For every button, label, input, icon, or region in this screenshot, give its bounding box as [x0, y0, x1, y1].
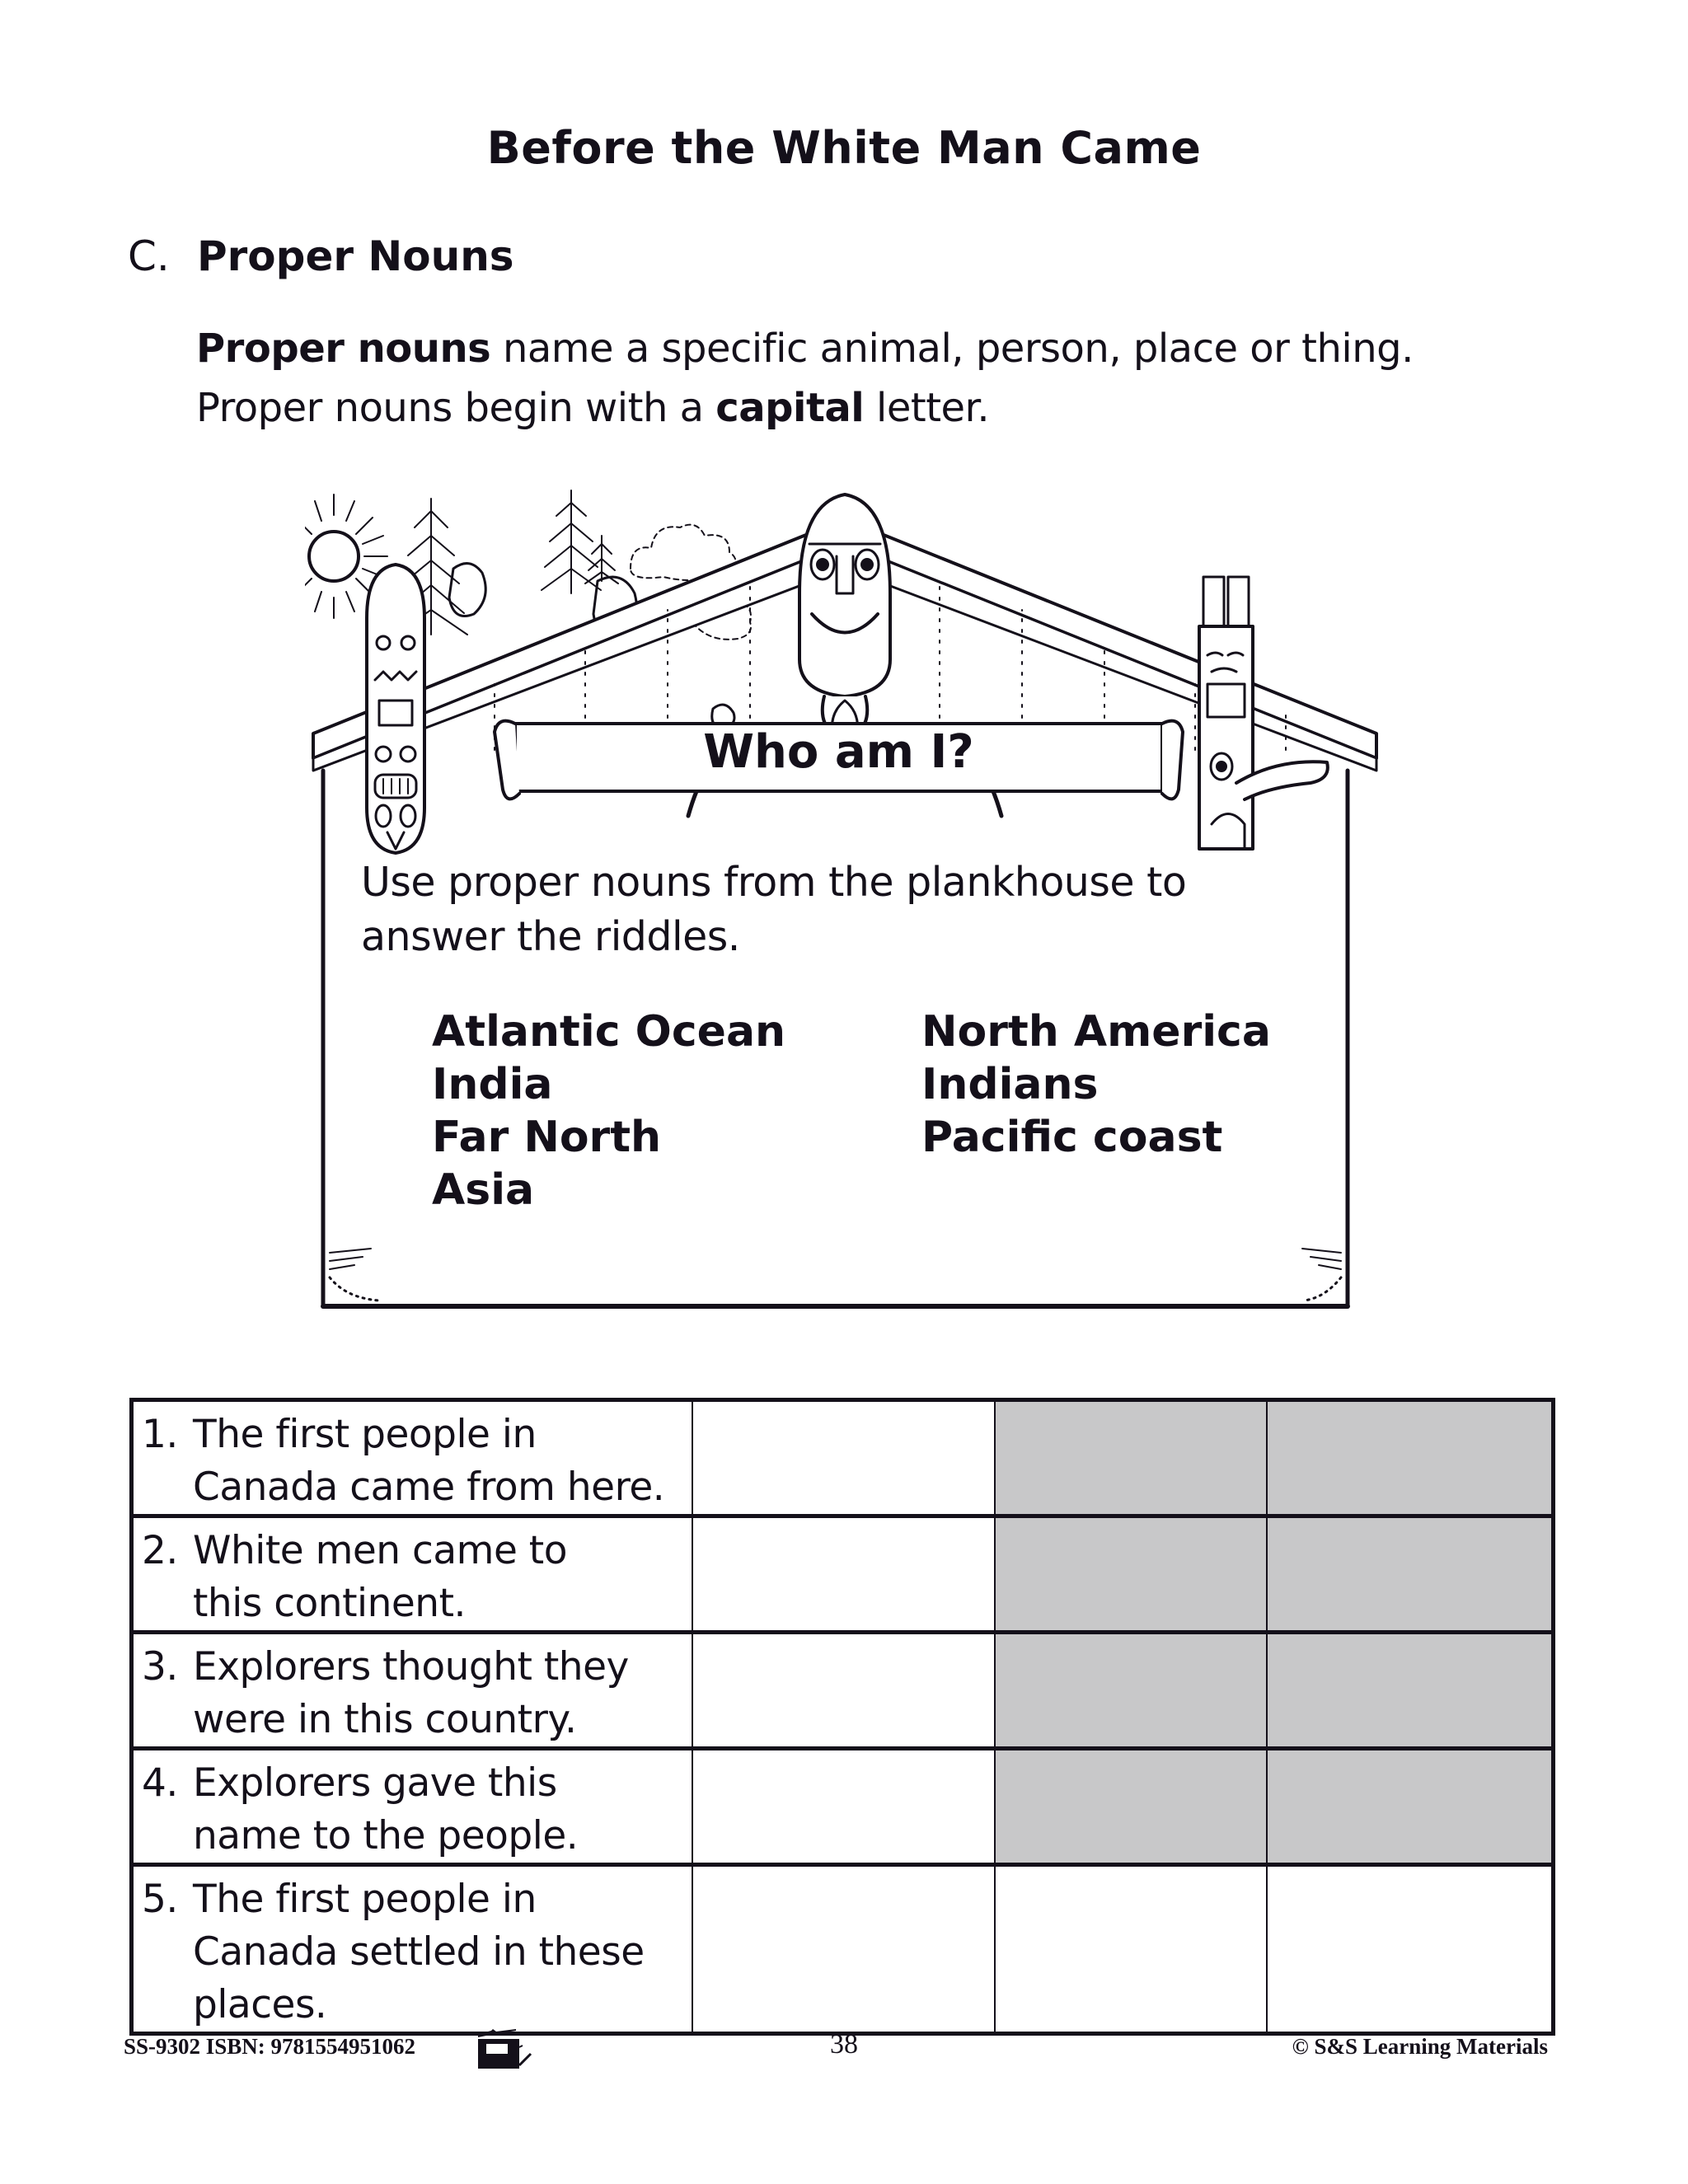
riddle-number: 5. [142, 1877, 178, 1922]
shaded-cell [995, 1516, 1267, 1633]
word-bank-item: India [432, 1060, 553, 1109]
shaded-cell [1267, 1633, 1554, 1749]
riddle-question [132, 1400, 692, 1516]
riddle-text: Canada settled in these [193, 1929, 645, 1975]
section-title: Proper Nouns [197, 232, 514, 280]
definition-text: name a specific animal, person, place or thing. [490, 326, 1414, 372]
word-bank-item: Indians [921, 1060, 1099, 1109]
riddle-text: White men came to [193, 1528, 567, 1573]
rock-icon [449, 564, 485, 616]
table-row [132, 1516, 1554, 1633]
riddle-text: The first people in [193, 1877, 537, 1922]
riddle-text: Canada came from here. [193, 1465, 665, 1510]
table-row [132, 1865, 1554, 2034]
shaded-cell [1267, 1516, 1554, 1633]
answer-cell[interactable] [692, 1400, 995, 1516]
table-row [132, 1633, 1554, 1749]
page-number: 38 [830, 2029, 858, 2060]
word-bank-item: Atlantic Ocean [432, 1007, 786, 1057]
instructions-line-2: answer the riddles. [361, 913, 740, 960]
riddle-question [132, 1865, 692, 2034]
word-bank-item: North America [921, 1007, 1271, 1057]
answer-cell[interactable] [1267, 1865, 1554, 2034]
definition-text: Proper nouns begin with a [196, 385, 716, 431]
riddle-number: 1. [142, 1412, 178, 1457]
riddle-question [132, 1516, 692, 1633]
table-row [132, 1400, 1554, 1516]
riddle-text: The first people in [193, 1412, 537, 1457]
definition-line-2 [196, 385, 989, 431]
riddle-text: Explorers thought they [193, 1644, 629, 1690]
answer-cell[interactable] [995, 1865, 1267, 2034]
riddle-number: 3. [142, 1644, 178, 1690]
word-bank-item: Asia [432, 1165, 535, 1215]
word-bank-item: Pacific coast [921, 1113, 1223, 1162]
riddle-text: Explorers gave this [193, 1760, 557, 1806]
left-totem-icon [367, 565, 424, 853]
riddle-text: this continent. [193, 1581, 466, 1626]
answer-cell[interactable] [692, 1865, 995, 2034]
riddle-number: 4. [142, 1760, 178, 1806]
definition-text: letter. [864, 385, 990, 431]
riddle-text: were in this country. [193, 1697, 577, 1742]
shaded-cell [995, 1400, 1267, 1516]
shaded-cell [995, 1749, 1267, 1865]
riddle-answer-table [129, 1398, 1555, 2036]
banner-title: Who am I? [703, 725, 974, 779]
footer-code-isbn: SS-9302 ISBN: 9781554951062 [124, 2034, 416, 2059]
word-bank-item: Far North [432, 1113, 662, 1162]
page-title: Before the White Man Came [486, 122, 1202, 174]
answer-cell[interactable] [692, 1633, 995, 1749]
definition-term: Proper nouns [196, 326, 491, 372]
answer-cell[interactable] [692, 1516, 995, 1633]
footer-copyright: © S&S Learning Materials [1292, 2034, 1548, 2059]
riddle-number: 2. [142, 1528, 178, 1573]
answer-cell[interactable] [692, 1749, 995, 1865]
shaded-cell [995, 1633, 1267, 1749]
definition-line-1 [196, 326, 1414, 372]
instructions-line-1: Use proper nouns from the plankhouse to [361, 859, 1187, 906]
section-heading [128, 232, 514, 280]
section-letter: C. [128, 232, 170, 280]
shaded-cell [1267, 1400, 1554, 1516]
riddle-text: places. [193, 1982, 327, 2027]
definition-emphasis: capital [715, 385, 865, 431]
shaded-cell [1267, 1749, 1554, 1865]
riddle-question [132, 1749, 692, 1865]
table-row [132, 1749, 1554, 1865]
riddle-text: name to the people. [193, 1813, 579, 1858]
riddle-question [132, 1633, 692, 1749]
